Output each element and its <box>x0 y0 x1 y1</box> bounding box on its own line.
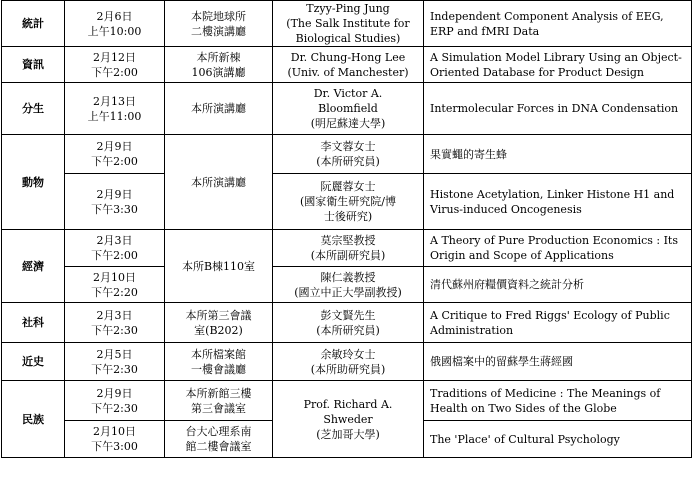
speaker-line: (國立中正大學副教授) <box>294 285 402 299</box>
location-line: 本所新館三樓 <box>185 386 252 400</box>
date-text: 2月9日 <box>96 140 133 153</box>
location-cell <box>165 343 273 381</box>
topic-cell: 俄國檔案中的留蘇學生蔣經國 <box>424 343 692 381</box>
speaker-line: Dr. Victor A. <box>313 87 383 100</box>
speaker-cell <box>273 230 424 267</box>
speaker-line: (本所研究員) <box>316 323 380 337</box>
institute-cell: 近史 <box>2 343 65 381</box>
location-cell <box>165 83 273 135</box>
hour-text: 上午11:00 <box>87 109 142 123</box>
time-cell <box>65 1 165 47</box>
table-row <box>2 267 692 303</box>
time-cell <box>65 83 165 135</box>
topic-cell: A Simulation Model Library Using an Object-Oriented Database for Product Design <box>424 47 692 83</box>
location-line: 館二樓會議室 <box>185 440 252 453</box>
location-line: 二樓演講廳 <box>191 24 246 38</box>
date-text: 2月10日 <box>93 270 136 284</box>
speaker-line: (本所副研究員) <box>310 249 386 262</box>
location-cell <box>165 230 273 303</box>
date-text: 2月9日 <box>96 386 133 400</box>
date-text: 2月5日 <box>96 347 133 361</box>
table-row <box>2 1 692 47</box>
location-line: 本所新棟 <box>196 50 241 64</box>
hour-text: 下午3:00 <box>91 440 138 453</box>
time-cell <box>65 303 165 343</box>
institute-cell: 分生 <box>2 83 65 135</box>
time-cell <box>65 174 165 230</box>
speaker-line: Bloomfield <box>318 102 378 115</box>
speaker-cell <box>273 267 424 303</box>
location-line: 106演講廳 <box>191 65 246 79</box>
time-cell <box>65 381 165 421</box>
hour-text: 上午10:00 <box>87 24 142 38</box>
location-cell <box>165 421 273 458</box>
speaker-cell <box>273 135 424 174</box>
speaker-line: Tzyy-Ping Jung <box>306 2 390 15</box>
speaker-cell <box>273 1 424 47</box>
location-line: 本院地球所 <box>191 9 246 23</box>
location-line: 一樓會議廳 <box>191 362 246 376</box>
location-cell <box>165 381 273 421</box>
time-cell <box>65 230 165 267</box>
speaker-line: Prof. Richard A. <box>303 397 393 411</box>
institute-cell: 社科 <box>2 303 65 343</box>
location-line: 本所演講廳 <box>191 175 246 189</box>
seminar-schedule-table <box>1 0 692 458</box>
speaker-line: 莫宗堅教授 <box>320 234 376 247</box>
location-line: 室(B202) <box>194 323 243 337</box>
date-text: 2月3日 <box>96 308 133 322</box>
speaker-line: 陳仁義教授 <box>320 270 376 284</box>
table-row <box>2 381 692 421</box>
speaker-line: 士後研究) <box>323 210 373 223</box>
location-cell <box>165 303 273 343</box>
topic-cell: Independent Component Analysis of EEG, ERP and fMRI Data <box>424 1 692 47</box>
hour-text: 下午2:00 <box>91 65 138 79</box>
table-row <box>2 174 692 230</box>
speaker-line: (本所助研究員) <box>310 362 386 376</box>
table-row <box>2 343 692 381</box>
location-line: 本所第三會議 <box>185 308 252 322</box>
speaker-cell <box>273 47 424 83</box>
speaker-line: (明尼蘇達大學) <box>310 117 386 130</box>
speaker-line: 李文蓉女士 <box>320 140 376 153</box>
speaker-line: (芝加哥大學) <box>316 427 380 441</box>
topic-cell: Traditions of Medicine : The Meanings of Health on Two Sides of the Globe <box>424 381 692 421</box>
topic-cell: Intermolecular Forces in DNA Condensation <box>424 83 692 135</box>
speaker-line: 余敏玲女士 <box>320 347 376 361</box>
topic-cell: 清代蘇州府糧價資料之統計分析 <box>424 267 692 303</box>
hour-text: 下午2:30 <box>91 362 138 376</box>
date-text: 2月3日 <box>96 234 133 247</box>
hour-text: 下午3:30 <box>91 202 138 216</box>
topic-cell: Histone Acetylation, Linker Histone H1 and Virus-induced Oncogenesis <box>424 174 692 230</box>
institute-cell: 資訊 <box>2 47 65 83</box>
date-text: 2月6日 <box>96 9 133 23</box>
location-line: 本所B棟110室 <box>181 259 256 273</box>
table-row <box>2 135 692 174</box>
speaker-line: 彭文賢先生 <box>320 308 376 322</box>
hour-text: 下午2:20 <box>91 285 138 299</box>
table-row <box>2 47 692 83</box>
topic-cell: A Critique to Fred Riggs' Ecology of Public Administration <box>424 303 692 343</box>
topic-cell: The 'Place' of Cultural Psychology <box>424 421 692 458</box>
speaker-line: (Univ. of Manchester) <box>287 65 409 79</box>
hour-text: 下午2:00 <box>91 249 138 262</box>
speaker-cell <box>273 83 424 135</box>
speaker-line: Dr. Chung-Hong Lee <box>290 50 406 64</box>
topic-cell: 果實蠅的寄生蜂 <box>424 135 692 174</box>
time-cell <box>65 343 165 381</box>
institute-cell: 動物 <box>2 135 65 230</box>
speaker-line: (The Salk Institute for <box>286 17 410 30</box>
time-cell <box>65 135 165 174</box>
institute-cell: 民族 <box>2 381 65 458</box>
location-cell <box>165 1 273 47</box>
table-row <box>2 83 692 135</box>
speaker-line: Shweder <box>323 412 373 426</box>
date-text: 2月10日 <box>93 425 136 438</box>
time-cell <box>65 421 165 458</box>
location-line: 第三會議室 <box>191 401 246 415</box>
location-line: 台大心理系南 <box>185 425 252 438</box>
location-cell <box>165 135 273 230</box>
table-row <box>2 230 692 267</box>
speaker-line: (本所研究員) <box>316 155 380 168</box>
hour-text: 下午2:00 <box>91 155 138 168</box>
date-text: 2月13日 <box>93 94 136 108</box>
topic-cell: A Theory of Pure Production Economics : Its Origin and Scope of Applications <box>424 230 692 267</box>
hour-text: 下午2:30 <box>91 323 138 337</box>
speaker-cell <box>273 303 424 343</box>
date-text: 2月12日 <box>93 50 136 64</box>
speaker-cell <box>273 174 424 230</box>
time-cell <box>65 47 165 83</box>
institute-cell: 統計 <box>2 1 65 47</box>
location-line: 本所檔案館 <box>191 347 246 361</box>
institute-cell: 經濟 <box>2 230 65 303</box>
speaker-line: Biological Studies) <box>295 32 401 45</box>
time-cell <box>65 267 165 303</box>
location-line: 本所演講廳 <box>191 102 246 115</box>
hour-text: 下午2:30 <box>91 401 138 415</box>
location-cell <box>165 47 273 83</box>
speaker-cell <box>273 381 424 458</box>
table-row <box>2 303 692 343</box>
speaker-line: (國家衛生研究院/博 <box>300 195 396 208</box>
speaker-line: 阮麗蓉女士 <box>320 180 376 193</box>
speaker-cell <box>273 343 424 381</box>
date-text: 2月9日 <box>96 187 133 201</box>
